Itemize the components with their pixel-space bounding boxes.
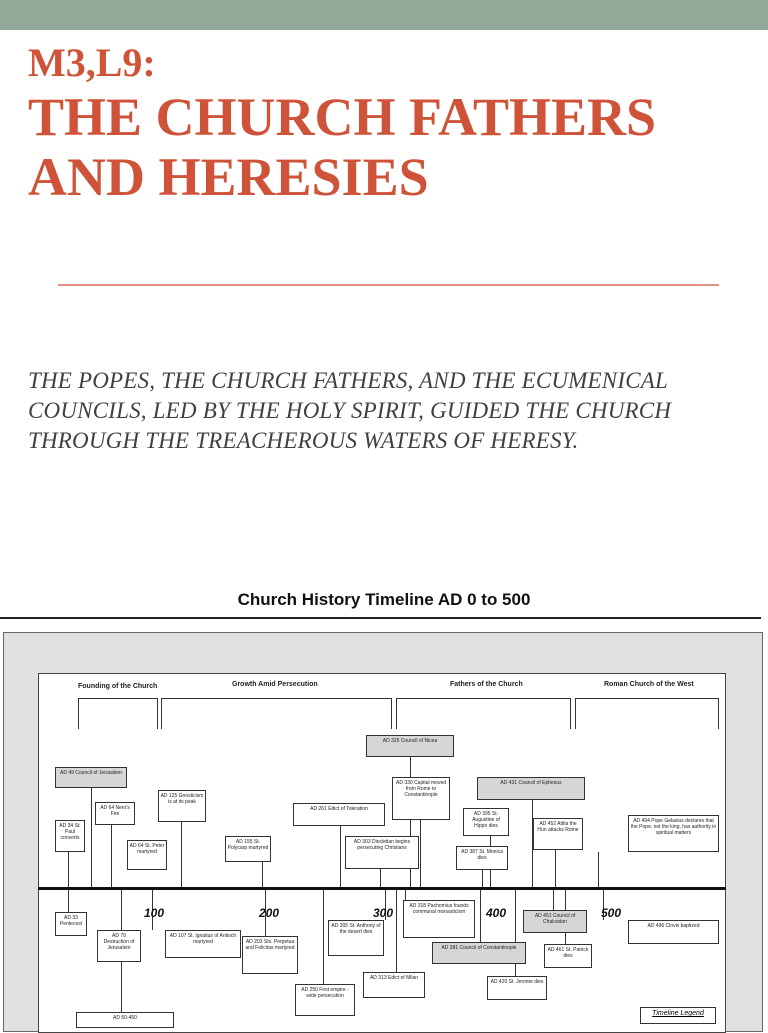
event-box: AD 125 Gnosticism is at its peak [158,790,206,822]
connector-line [380,869,381,888]
subtitle-line-3: THROUGH THE TREACHEROUS WATERS OF HERESY. [28,428,579,453]
tick-label: 400 [486,906,507,920]
event-box: AD 250 First empire -wide persecution [295,984,355,1016]
timeline-axis [38,887,726,890]
tick-label: 200 [259,906,280,920]
subtitle-line-1: THE POPES, THE CHURCH FATHERS, AND THE ECUMENICAL [28,368,668,393]
event-box: AD 395 St. Augustine of Hippo dies [463,808,509,836]
connector-line [598,852,599,888]
timeline-legend: Timeline Legend [640,1007,716,1024]
event-box: AD 203 Sts. Perpetua and Felicitas martyred [242,936,298,974]
connector-line [68,852,69,888]
event-box: AD 107 St. Ignatius of Antioch martyred [165,930,241,958]
slide-title [28,40,656,206]
event-box: AD 261 Edict of Toleration [293,803,385,826]
title-line-2: THE CHURCH FATHERS [28,87,657,147]
event-box: AD 70 Destruction of Jerusalem [97,930,141,962]
event-box: AD 313 Edict of Milan [363,972,425,998]
connector-line [340,826,341,888]
title-line-3: AND HERESIES [28,147,429,207]
event-box: AD 64 St. Peter martyred [127,840,167,870]
connector-line [91,788,92,888]
top-accent-bar [0,0,768,30]
tick-label: 300 [373,906,394,920]
connector-line [121,890,122,930]
connector-line [553,890,554,910]
era-label: Founding of the Church [78,683,158,690]
connector-line [121,962,122,1012]
subtitle-line-2: COUNCILS, LED BY THE HOLY SPIRIT, GUIDED THE CHURCH [28,398,672,423]
era-label: Growth Amid Persecution [232,681,318,688]
event-box: AD 303 Diocletian begins persecuting Christians [345,836,419,869]
event-box: AD 49 Council of Jerusalem [55,767,127,788]
era-bracket [575,698,719,729]
connector-line [420,820,421,888]
event-box: AD 50-450 [76,1012,174,1028]
connector-line [323,890,324,984]
event-box: AD 420 St. Jerome dies [487,976,547,1000]
slide-subtitle [28,366,748,456]
event-box: AD 33 Pentecost [55,912,87,936]
title-divider [58,284,719,286]
connector-line [480,890,481,942]
event-box: AD 387 St. Monica dies [456,846,508,870]
event-box: AD 451 Council of Chalcedon [523,910,587,933]
event-box: AD 431 Council of Ephesus [477,777,585,800]
era-bracket [78,698,158,729]
era-bracket [396,698,571,729]
event-box: AD 155 St. Polycarp martyred [225,836,271,862]
event-box: AD 381 Council of Constantinople [432,942,526,964]
connector-line [396,890,397,972]
title-line-1: M3,L9: [28,40,156,85]
era-label: Roman Church of the West [604,681,694,688]
event-box: AD 34 St. Paul converts [55,820,85,852]
timeline-title: Church History Timeline AD 0 to 500 [237,590,531,609]
era-label: Fathers of the Church [450,681,523,688]
timeline-title-rule [0,617,761,619]
event-box: AD 64 Nero's Fire [95,802,135,825]
connector-line [555,850,556,888]
event-box: AD 494 Pope Gelasius declares that the Pope, not the king, has authority in spiritual matters [628,815,719,852]
tick-label: 500 [601,906,622,920]
event-box: AD 452 Attila the Hun attacks Rome [533,818,583,850]
tick-label: 100 [144,906,165,920]
era-bracket [161,698,392,729]
connector-line [482,870,483,888]
event-box: AD 318 Pachomius founds communal monasticism [403,900,475,938]
event-box: AD 496 Clovis baptized [628,920,719,944]
event-box: AD 330 Capital moved from Rome to Constantinople [392,777,450,820]
connector-line [68,890,69,912]
event-box: AD 461 St. Patrick dies [544,944,592,968]
connector-line [111,825,112,888]
event-box: AD 305 St. Anthony of the desert dies [328,920,384,956]
connector-line [262,862,263,888]
connector-line [181,822,182,888]
event-box: AD 325 Council of Nicea [366,735,454,757]
